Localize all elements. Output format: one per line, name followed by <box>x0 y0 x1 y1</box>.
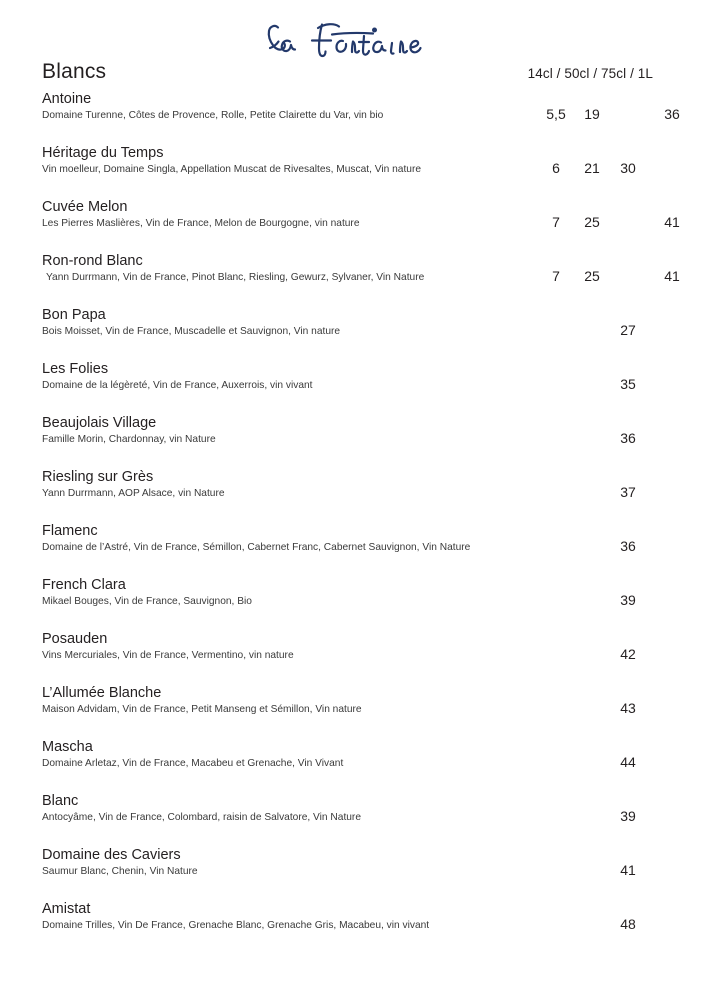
price-75cl: 39 <box>620 592 636 608</box>
wine-name: Flamenc <box>42 523 98 539</box>
wine-item <box>0 90 707 144</box>
wine-name: Antoine <box>42 91 92 107</box>
price-75cl: 48 <box>620 916 636 932</box>
wine-item <box>0 522 707 576</box>
price-75cl: 36 <box>620 430 636 446</box>
wine-name: Blanc <box>42 793 79 809</box>
price-75cl: 41 <box>620 862 636 878</box>
la-fontaine-script-logo <box>259 18 449 62</box>
wine-item <box>0 630 707 684</box>
wine-text-block <box>42 414 541 447</box>
wine-name: Mascha <box>42 739 93 755</box>
price-group <box>541 576 687 608</box>
wine-item <box>0 144 707 198</box>
price-group <box>541 792 687 824</box>
wine-name: Amistat <box>42 901 91 917</box>
wine-list <box>0 84 707 954</box>
wine-text-block <box>42 252 541 285</box>
wine-description: Vins Mercuriales, Vin de France, Vermentino, vin nature <box>42 650 294 661</box>
wine-item <box>0 468 707 522</box>
wine-description: Domaine Turenne, Côtes de Provence, Rolle, Petite Clairette du Var, vin bio <box>42 110 384 121</box>
wine-item <box>0 684 707 738</box>
price-75cl: 39 <box>620 808 636 824</box>
price-group <box>541 684 687 716</box>
wine-name: Héritage du Temps <box>42 145 164 161</box>
wine-name: L’Allumée Blanche <box>42 685 162 701</box>
wine-text-block <box>42 900 541 933</box>
price-columns-header: 14cl / 50cl / 75cl / 1L <box>527 66 653 81</box>
price-50cl: 25 <box>584 214 600 230</box>
price-group <box>541 846 687 878</box>
wine-name: Riesling sur Grès <box>42 469 154 485</box>
wine-text-block <box>42 738 541 771</box>
wine-text-block <box>42 846 541 879</box>
wine-text-block <box>42 468 541 501</box>
wine-name: Posauden <box>42 631 108 647</box>
price-group <box>541 414 687 446</box>
price-group <box>541 630 687 662</box>
wine-name: Beaujolais Village <box>42 415 157 431</box>
wine-description: Domaine Trilles, Vin De France, Grenache Blanc, Grenache Gris, Macabeu, vin vivant <box>42 920 430 931</box>
price-14cl: 6 <box>552 160 560 176</box>
price-75cl: 36 <box>620 538 636 554</box>
price-14cl: 7 <box>552 268 560 284</box>
price-14cl: 5,5 <box>546 106 566 122</box>
wine-description: Domaine de la légèreté, Vin de France, Auxerrois, vin vivant <box>42 380 313 391</box>
price-group <box>541 252 687 284</box>
price-50cl: 19 <box>584 106 600 122</box>
wine-description: Vin moelleur, Domaine Singla, Appellation Muscat de Rivesaltes, Muscat, Vin nature <box>42 164 422 175</box>
price-75cl: 44 <box>620 754 636 770</box>
page-title: Blancs <box>42 60 107 83</box>
price-group <box>541 90 687 122</box>
price-75cl: 30 <box>620 160 636 176</box>
wine-name: French Clara <box>42 577 126 593</box>
wine-description: Domaine de l’Astré, Vin de France, Sémillon, Cabernet Franc, Cabernet Sauvignon, Vin Nature <box>42 542 471 553</box>
wine-description: Bois Moisset, Vin de France, Muscadelle et Sauvignon, Vin nature <box>42 326 341 337</box>
wine-text-block <box>42 360 541 393</box>
price-1l: 41 <box>664 214 680 230</box>
price-75cl: 27 <box>620 322 636 338</box>
wine-text-block <box>42 198 541 231</box>
wine-description: Les Pierres Maslières, Vin de France, Melon de Bourgogne, vin nature <box>42 218 360 229</box>
price-group <box>541 900 687 932</box>
wine-description: Antocyâme, Vin de France, Colombard, raisin de Salvatore, Vin Nature <box>42 812 361 823</box>
price-1l: 41 <box>664 268 680 284</box>
price-75cl: 43 <box>620 700 636 716</box>
wine-description: Saumur Blanc, Chenin, Vin Nature <box>42 866 198 877</box>
wine-item <box>0 360 707 414</box>
price-50cl: 21 <box>584 160 600 176</box>
wine-description: Mikael Bouges, Vin de France, Sauvignon, Bio <box>42 596 252 607</box>
wine-text-block <box>42 630 541 663</box>
price-group <box>541 198 687 230</box>
wine-name: Cuvée Melon <box>42 199 128 215</box>
price-75cl: 35 <box>620 376 636 392</box>
wine-item <box>0 792 707 846</box>
price-50cl: 25 <box>584 268 600 284</box>
wine-name: Bon Papa <box>42 307 106 323</box>
wine-description: Famille Morin, Chardonnay, vin Nature <box>42 434 216 445</box>
wine-name: Domaine des Caviers <box>42 847 181 863</box>
wine-text-block <box>42 576 541 609</box>
wine-item <box>0 252 707 306</box>
wine-item <box>0 198 707 252</box>
brand-logo <box>0 0 707 52</box>
price-group <box>541 360 687 392</box>
wine-text-block <box>42 684 541 717</box>
wine-text-block <box>42 144 541 177</box>
price-group <box>541 468 687 500</box>
price-group <box>541 306 687 338</box>
wine-name: Les Folies <box>42 361 109 377</box>
price-group <box>541 144 687 176</box>
price-group <box>541 522 687 554</box>
price-14cl: 7 <box>552 214 560 230</box>
logo-dot <box>372 28 377 33</box>
wine-description: Yann Durrmann, Vin de France, Pinot Blanc, Riesling, Gewurz, Sylvaner, Vin Nature <box>46 272 425 283</box>
price-75cl: 37 <box>620 484 636 500</box>
wine-description: Domaine Arletaz, Vin de France, Macabeu et Grenache, Vin Vivant <box>42 758 344 769</box>
wine-item <box>0 900 707 954</box>
wine-item <box>0 846 707 900</box>
price-1l: 36 <box>664 106 680 122</box>
wine-text-block <box>42 90 541 123</box>
wine-item <box>0 306 707 360</box>
price-group <box>541 738 687 770</box>
wine-name: Ron-rond Blanc <box>42 253 143 269</box>
wine-text-block <box>42 792 541 825</box>
wine-item <box>0 414 707 468</box>
wine-description: Yann Durrmann, AOP Alsace, vin Nature <box>42 488 225 499</box>
wine-text-block <box>42 306 541 339</box>
wine-text-block <box>42 522 541 555</box>
wine-description: Maison Advidam, Vin de France, Petit Manseng et Sémillon, Vin nature <box>42 704 362 715</box>
wine-item <box>0 576 707 630</box>
price-75cl: 42 <box>620 646 636 662</box>
wine-item <box>0 738 707 792</box>
